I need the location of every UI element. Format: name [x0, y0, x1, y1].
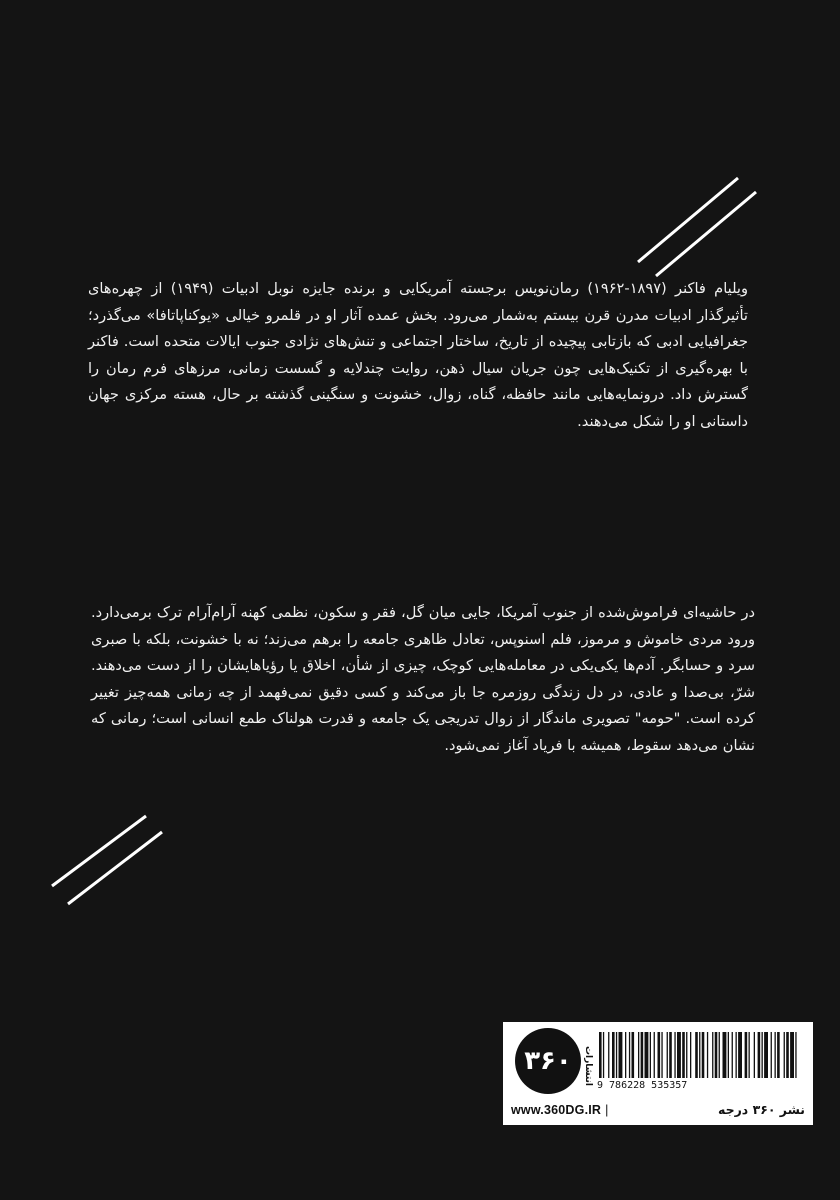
barcode-bar [758, 1032, 761, 1078]
isbn-barcode [595, 1032, 803, 1104]
barcode-bar [745, 1032, 748, 1078]
barcode-bar [632, 1032, 635, 1078]
publisher-logo-number: ۳۶۰ [524, 1046, 572, 1076]
barcode-bar [661, 1032, 662, 1078]
barcode-bar [762, 1032, 763, 1078]
barcode-bar [749, 1032, 750, 1078]
author-bio-paragraph: ویلیام فاکنر (۱۸۹۷-۱۹۶۲) رمان‌نویس برجسته آمریکایی و برنده جایزه نوبل ادبیات (۱۹۴۹) از چهره‌های تأثیرگذار ادبیات مدرن قرن بیستم به‌شمار می‌رود. بخش عمده آثار او در قلمرو خیالی «یوکناپاتافا» می‌گذرد؛ جغرافیایی ادبی که بازتابی پیچیده از تاریخ، ساختار اجتماعی و تنش‌های نژادی جنوب ایالات متحده است. فاکنر با بهره‌گیری از تکنیک‌هایی چون جریان سیال ذهن، روایت چندلایه و گسست زمانی، مرزهای فرم رمان را گسترش داد. درونمایه‌هایی مانند حافظه، گناه، زوال، خشونت و سنگینی گذشته بر حال، هسته مرکزی جهان داستانی او را شکل می‌دهند. [88, 280, 749, 430]
barcode-bar [612, 1032, 615, 1078]
barcode-bar [719, 1032, 720, 1078]
barcode-bar [699, 1032, 700, 1078]
barcode-bar [784, 1032, 785, 1078]
barcode-bar [690, 1032, 691, 1078]
barcode-bar [669, 1032, 672, 1078]
publisher-label-box [503, 1022, 813, 1125]
isbn-digits: 9 786228 535357 [597, 1080, 688, 1091]
barcode-bar [674, 1032, 675, 1078]
barcode-bar [764, 1032, 768, 1078]
barcode-bar [777, 1032, 780, 1078]
barcode-bar [667, 1032, 668, 1078]
decorative-slash-lines-top [630, 170, 760, 280]
barcode-bar [738, 1032, 742, 1078]
barcode-bar [682, 1032, 685, 1078]
barcode-bar [775, 1032, 776, 1078]
barcode-bar [625, 1032, 626, 1078]
publisher-footer [503, 1099, 813, 1119]
barcode-bar [732, 1032, 733, 1078]
barcode-bar [728, 1032, 729, 1078]
barcode-bar [629, 1032, 630, 1078]
barcode-bar [754, 1032, 755, 1078]
barcode-bar [695, 1032, 698, 1078]
barcode-bar [638, 1032, 639, 1078]
barcode-bar [603, 1032, 604, 1078]
barcode-bar [736, 1032, 737, 1078]
barcode-bars [595, 1032, 803, 1080]
barcode-bar [654, 1032, 655, 1078]
publisher-name: نشر ۳۶۰ درجه [718, 1101, 805, 1117]
publisher-logo-word: انتشارات [583, 1046, 593, 1086]
decorative-slash-lines-bottom [48, 812, 168, 912]
barcode-bar [686, 1032, 687, 1078]
barcode-bar [599, 1032, 602, 1078]
publisher-website-group [511, 1102, 612, 1117]
barcode-bar [790, 1032, 794, 1078]
barcode-bar [715, 1032, 718, 1078]
barcode-bar [608, 1032, 609, 1078]
barcode-bar [786, 1032, 789, 1078]
barcode-bar [771, 1032, 772, 1078]
barcode-bar [795, 1032, 796, 1078]
barcode-bar [645, 1032, 649, 1078]
barcode-bar [702, 1032, 705, 1078]
publisher-website[interactable]: www.360DG.IR [511, 1102, 602, 1117]
barcode-bar [658, 1032, 661, 1078]
barcode-bar [619, 1032, 623, 1078]
barcode-bar [641, 1032, 644, 1078]
barcode-bar [650, 1032, 651, 1078]
book-synopsis-paragraph: در حاشیه‌ای فراموش‌شده از جنوب آمریکا، جایی میان گل، فقر و سکون، نظمی کهنه آرام‌آرام ترک برمی‌دارد. ورود مردی خاموش و مرموز، فلم اسنوپس، تعادل ظاهری جامعه را برهم می‌زند؛ نه با خشونت، بلکه با صبری سرد و حسابگر. آدم‌ها یکی‌یکی در معامله‌هایی کوچک، چیزی از شأن، اخلاق یا رؤیاهایشان را از دست می‌دهند. شرّ، بی‌صدا و عادی، در دل زندگی روزمره جا باز می‌کند و کسی دقیق نمی‌فهمد از چه زمانی همه‌چیز تغییر کرده است. "حومه" تصویری ماندگار از زوال تدریجی یک جامعه و قدرت هولناک طمع انسانی است؛ رمانی که نشان می‌دهد سقوط، همیشه با فریاد آغاز نمی‌شود. [91, 604, 755, 754]
publisher-logo [515, 1028, 581, 1094]
barcode-bar [616, 1032, 617, 1078]
barcode-bar [707, 1032, 708, 1078]
barcode-bar [723, 1032, 727, 1078]
barcode-bar [677, 1032, 681, 1078]
footer-separator: | [605, 1102, 609, 1117]
barcode-bar [712, 1032, 713, 1078]
